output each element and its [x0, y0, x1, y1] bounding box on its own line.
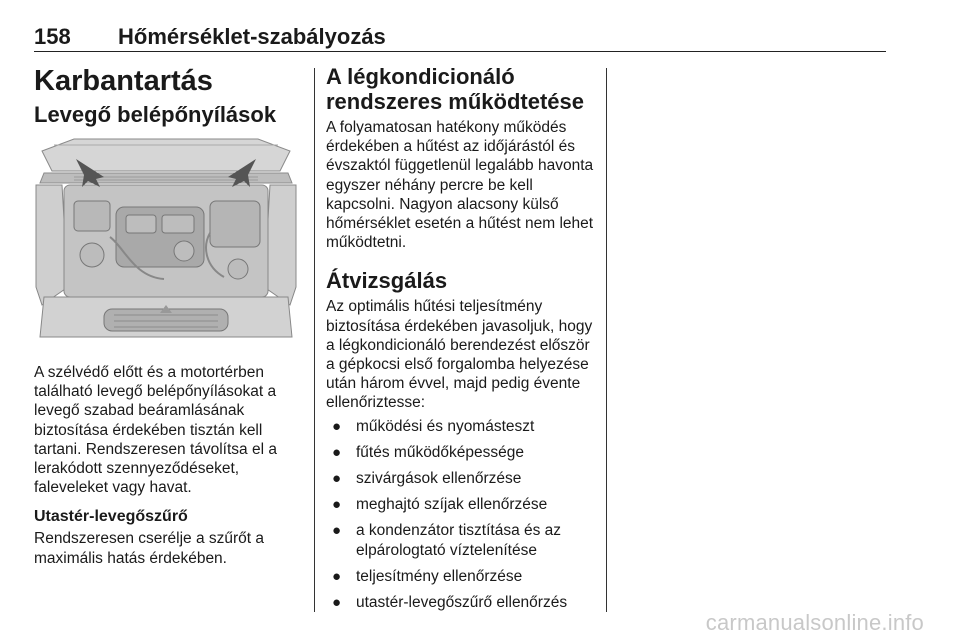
bullet-icon: ● [332, 417, 342, 435]
list-item-text: szivárgások ellenőrzése [356, 470, 522, 488]
list-item-text: meghajtó szíjak ellenőrzése [356, 496, 548, 514]
column-divider-1 [314, 68, 315, 612]
list-item-text: működési és nyomásteszt [356, 417, 535, 435]
left-column [34, 64, 302, 568]
bullet-icon: ● [332, 522, 342, 540]
bullet-icon: ● [332, 567, 342, 585]
watermark: carmanualsonline.info [705, 610, 924, 635]
subsection-title: Levegő belépőnyílások [34, 102, 277, 127]
inspection-paragraph: Az optimális hűtési teljesítmény biztosítása érdekében javasoljuk, hogy a légkondicionáló berendezést először a gépkocsi első forgalomba helyezése után három évvel, majd pedig évente ellenőriztesse: [326, 298, 593, 412]
list-item [326, 521, 594, 559]
page-header [34, 22, 886, 52]
list-item [326, 443, 594, 462]
section-title: Karbantartás [34, 65, 213, 97]
list-item [326, 469, 594, 488]
right-column [326, 64, 594, 619]
bullet-icon: ● [332, 470, 342, 488]
cabin-filter-heading: Utastér-levegőszűrő [34, 508, 188, 526]
list-item [326, 495, 594, 514]
inspection-checklist [326, 417, 594, 613]
bullet-icon: ● [332, 594, 342, 612]
running-title: Hőmérséklet-szabályozás [118, 24, 386, 49]
air-inlet-paragraph: A szélvédő előtt és a motortérben található levegő belépőnyílásokat a levegő szabad beáramlásának biztosítása érdekében tisztán kell tartani. Rendszeresen távolítsa el a lerakódott szennyeződéseket, faleveleket vagy havat. [34, 364, 277, 497]
list-item [326, 567, 594, 586]
header-rule [34, 51, 886, 52]
ac-operation-heading: A légkondicionáló rendszeres működtetése [326, 64, 584, 114]
bullet-icon: ● [332, 443, 342, 461]
column-divider-2 [606, 68, 607, 612]
list-item [326, 593, 594, 612]
cabin-filter-paragraph: Rendszeresen cserélje a szűrőt a maximális hatás érdekében. [34, 530, 265, 567]
ac-operation-paragraph: A folyamatosan hatékony működés érdekében a hűtést az időjárástól és évszaktól függetlenül legalább havonta egyszer néhány percre be kell kapcsolni. Nagyon alacsony külső hőmérséklet esetén a hűtést nem lehet működtetni. [326, 119, 594, 252]
list-item-text: a kondenzátor tisztítása és az elpárologtató víztelenítése [356, 522, 562, 559]
page-number: 158 [34, 24, 71, 49]
list-item-text: teljesítmény ellenőrzése [356, 567, 523, 585]
list-item [326, 417, 594, 436]
inspection-heading: Átvizsgálás [326, 268, 448, 294]
list-item-text: utastér-levegőszűrő ellenőrzés [356, 594, 568, 612]
list-item-text: fűtés működőképessége [356, 443, 525, 461]
bullet-icon: ● [332, 496, 342, 514]
car-engine-bay-illustration-icon [34, 137, 298, 349]
